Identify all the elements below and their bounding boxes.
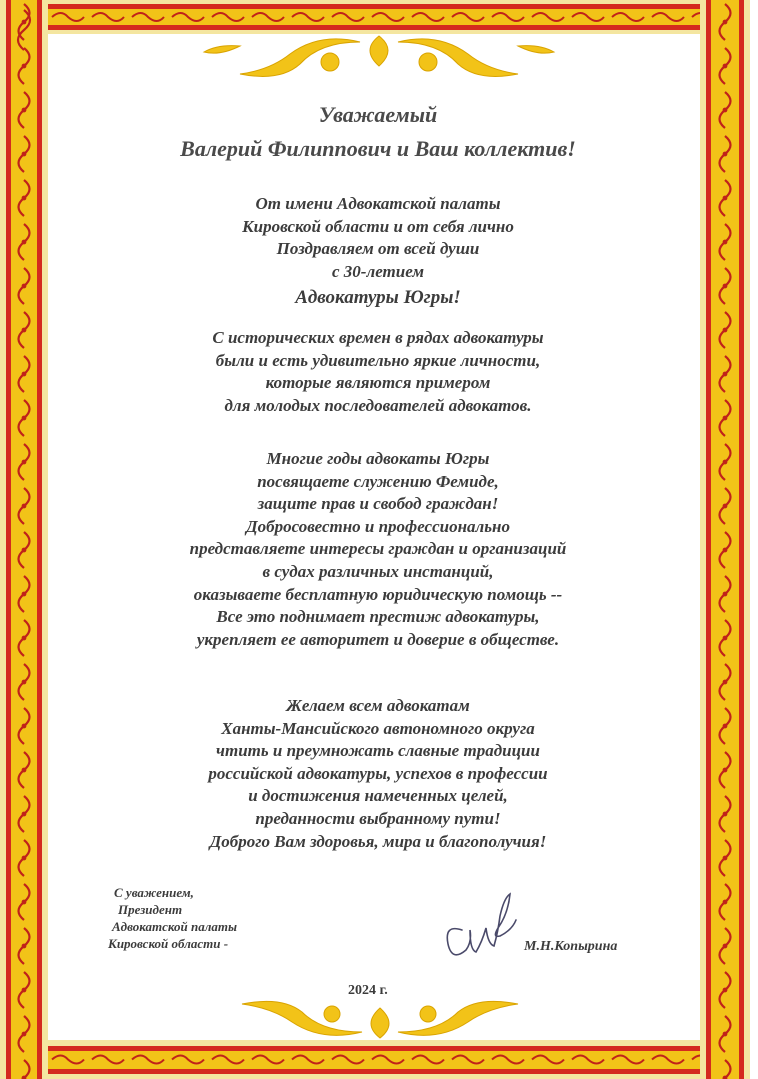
gold-ornament-bottom — [210, 1000, 550, 1040]
closing-line: С уважением, — [114, 885, 194, 900]
text-line: оказываете бесплатную юридическую помощь -- — [193, 584, 563, 604]
text-line: Поздравляем от всей души — [276, 239, 480, 259]
closing-line: Кировской области - — [108, 936, 229, 951]
paragraph-2 — [60, 327, 696, 417]
text-line: Кировской области и от себя лично — [242, 216, 514, 236]
text-line: С исторических времен в рядах адвокатуры — [212, 328, 544, 347]
text-line: которые являются примером — [265, 373, 491, 393]
text-line: чтить и преумножать славные традиции — [216, 741, 540, 761]
closing-line: Президент — [118, 902, 183, 917]
greeting-line: Уважаемый — [318, 102, 438, 127]
ornamental-border-right — [700, 0, 750, 1079]
text-line: Доброго Вам здоровья, мира и благополучия! — [209, 831, 547, 851]
paragraph-4 — [60, 695, 696, 853]
letter-year: 2024 г. — [348, 983, 388, 998]
text-line: были и есть удивительно яркие личности, — [215, 350, 541, 370]
greeting-line: Валерий Филиппович и Ваш коллектив! — [180, 136, 576, 161]
text-line: в судах различных инстанций, — [262, 561, 494, 581]
text-line: От имени Адвокатской палаты — [255, 194, 501, 213]
text-line: Ханты-Мансийского автономного округа — [221, 718, 535, 738]
text-line: защите прав и свобод граждан! — [257, 494, 499, 514]
gold-ornament-top — [200, 34, 558, 82]
closing-block — [108, 884, 237, 952]
text-line: с 30-летием — [332, 261, 424, 281]
ornamental-border-bottom — [48, 1040, 700, 1079]
text-line: Добросовестно и профессионально — [246, 516, 510, 536]
closing-line: Адвокатской палаты — [112, 919, 238, 934]
text-line: для молодых последователей адвокатов. — [224, 395, 532, 415]
text-line: представляете интересы граждан и организаций — [189, 539, 567, 559]
text-line: Многие годы адвокаты Югры — [266, 449, 490, 468]
text-line: укрепляет ее авторитет и доверие в обществе. — [196, 629, 560, 649]
handwritten-signature — [440, 890, 520, 975]
text-line: Желаем всем адвокатам — [286, 696, 470, 715]
text-line-emphasis: Адвокатуры Югры! — [295, 287, 461, 309]
greeting-heading — [60, 98, 696, 166]
text-line: преданности выбранному пути! — [255, 808, 501, 828]
text-line: российской адвокатуры, успехов в профессии — [208, 763, 548, 783]
paragraph-1 — [60, 193, 696, 311]
text-line: и достижения намеченных целей, — [248, 786, 508, 806]
signer-name: М.Н.Копырина — [524, 939, 618, 954]
text-line: Все это поднимает престиж адвокатуры, — [216, 607, 540, 627]
ornamental-border-top — [48, 0, 700, 34]
paragraph-3 — [60, 448, 696, 651]
ornamental-border-left — [0, 0, 48, 1079]
text-line: посвящаете служению Фемиде, — [257, 471, 499, 491]
